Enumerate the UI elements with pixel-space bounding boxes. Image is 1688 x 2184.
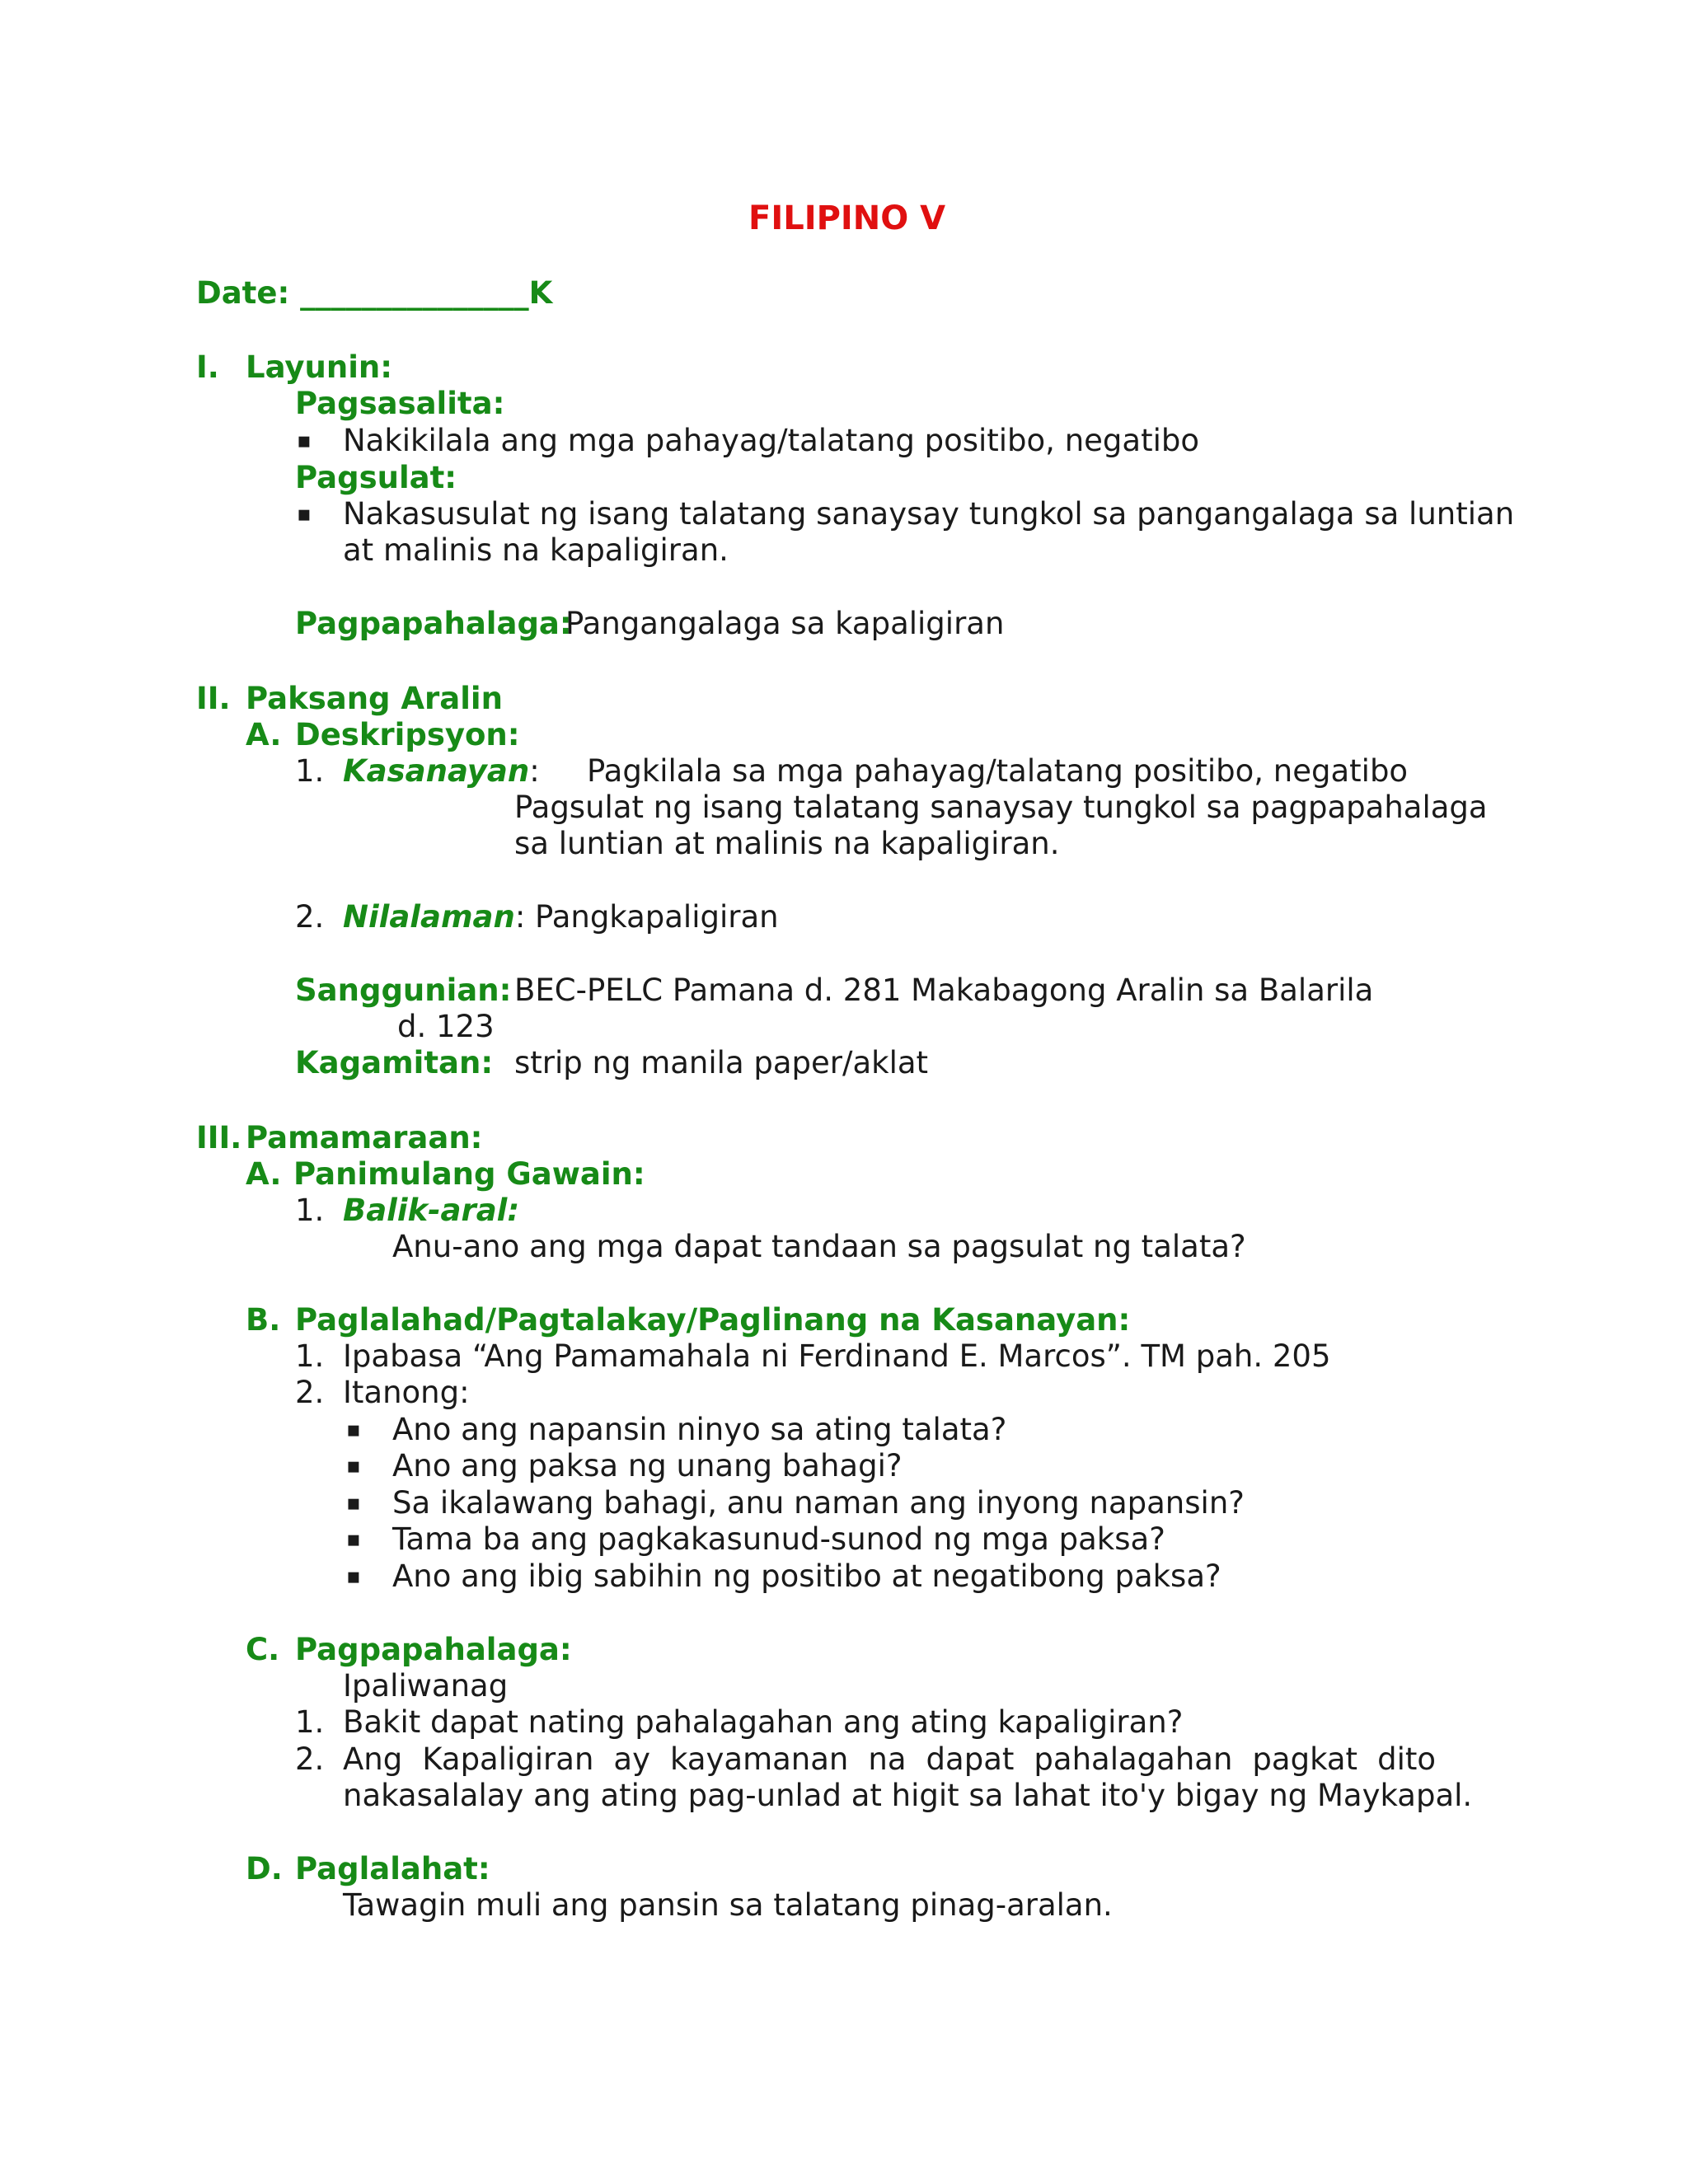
- sanggunian-continuation: d. 123: [397, 1009, 495, 1044]
- paglalahat-heading: Paglalahat:: [295, 1851, 490, 1886]
- section-1-heading: Layunin:: [246, 349, 393, 385]
- bullet-icon: ▪: [297, 502, 312, 527]
- nilalaman-line: [343, 899, 779, 935]
- pagpapahalaga-value: Pangangalaga sa kapaligiran: [565, 606, 1005, 641]
- sanggunian-label: Sanggunian:: [295, 972, 512, 1008]
- nilalaman-value: Pangkapaligiran: [535, 899, 779, 935]
- paglalahat-text: Tawagin muli ang pansin sa talatang pinag-aralan.: [343, 1887, 1113, 1923]
- item-number: 2.: [295, 1375, 325, 1410]
- pagsulat-item-line-2: at malinis na kapaligiran.: [343, 532, 729, 568]
- question-item: Ano ang paksa ng unang bahagi?: [392, 1448, 903, 1483]
- section-3-number: III.: [196, 1120, 242, 1155]
- item-number: 1.: [295, 1704, 325, 1740]
- bullet-icon: ▪: [346, 1454, 361, 1479]
- ipaliwanag-text: Ipaliwanag: [343, 1668, 509, 1704]
- nilalaman-colon: :: [514, 899, 526, 935]
- item-number: 1.: [295, 753, 325, 789]
- question-item: Ano ang ibig sabihin ng positibo at negatibong paksa?: [392, 1558, 1221, 1594]
- pagsasalita-item: Nakikilala ang mga pahayag/talatang positibo, negatibo: [343, 423, 1199, 458]
- kasanayan-colon: :: [529, 753, 540, 789]
- item-number: 1.: [295, 1193, 325, 1228]
- bullet-icon: ▪: [346, 1527, 361, 1552]
- itanong-item: Itanong:: [343, 1375, 470, 1410]
- kapaligiran-line-2: nakasalalay ang ating pag-unlad at higit sa lahat ito'y bigay ng Maykapal.: [343, 1778, 1473, 1813]
- section-1-number: I.: [196, 349, 219, 385]
- subsection-a-label: A.: [246, 1156, 282, 1192]
- section-2-heading: Paksang Aralin: [246, 681, 503, 716]
- bullet-icon: ▪: [297, 429, 312, 453]
- question-item: Sa ikalawang bahagi, anu naman ang inyong napansin?: [392, 1485, 1245, 1521]
- ipabasa-item: Ipabasa “Ang Pamamahala ni Ferdinand E. Marcos”. TM pah. 205: [343, 1338, 1331, 1374]
- pagpapahalaga-label: Pagpapahalaga:: [295, 606, 572, 641]
- bullet-icon: ▪: [346, 1564, 361, 1589]
- item-number: 2.: [295, 1741, 325, 1777]
- pagsulat-item-line-1: Nakasusulat ng isang talatang sanaysay tungkol sa pangangalaga sa luntian: [343, 496, 1515, 532]
- item-number: 2.: [295, 899, 325, 935]
- date-line: [196, 275, 552, 312]
- subsection-d-label: D.: [246, 1851, 283, 1886]
- bakit-question: Bakit dapat nating pahalagahan ang ating kapaligiran?: [343, 1704, 1184, 1740]
- subsection-c-label: C.: [246, 1632, 280, 1667]
- question-item: Tama ba ang pagkakasunud-sunod ng mga paksa?: [392, 1521, 1165, 1557]
- bullet-icon: ▪: [346, 1491, 361, 1516]
- sanggunian-value: BEC-PELC Pamana d. 281 Makabagong Aralin sa Balarila: [514, 972, 1374, 1008]
- subsection-a-label: A.: [246, 717, 282, 752]
- bullet-icon: ▪: [346, 1418, 361, 1442]
- nilalaman-label: Nilalaman: [343, 899, 515, 935]
- section-2-number: II.: [196, 681, 231, 716]
- kasanayan-line-3: sa luntian at malinis na kapaligiran.: [514, 826, 1060, 861]
- item-number: 1.: [295, 1338, 325, 1374]
- kasanayan-line-2: Pagsulat ng isang talatang sanaysay tungkol sa pagpapahalaga: [514, 790, 1488, 825]
- panimulang-gawain-heading: Panimulang Gawain:: [293, 1156, 645, 1192]
- kasanayan-label-line: [343, 753, 540, 790]
- kagamitan-value: strip ng manila paper/aklat: [514, 1045, 929, 1080]
- date-label: Date:: [196, 275, 290, 311]
- kasanayan-line-1: Pagkilala sa mga pahayag/talatang positibo, negatibo: [587, 753, 1409, 789]
- pagsasalita-label: Pagsasalita:: [295, 386, 505, 421]
- pagsulat-label: Pagsulat:: [295, 460, 457, 495]
- page-title: FILIPINO V: [748, 199, 946, 237]
- section-3-heading: Pamamaraan:: [246, 1120, 483, 1155]
- deskripsyon-heading: Deskripsyon:: [295, 717, 520, 752]
- date-blank: _______________K: [289, 275, 553, 311]
- balik-aral-label: Balik-aral:: [343, 1193, 520, 1228]
- paglalahad-heading: Paglalahad/Pagtalakay/Paglinang na Kasanayan:: [295, 1302, 1131, 1338]
- kapaligiran-line-1: Ang Kapaligiran ay kayamanan na dapat pahalagahan pagkat dito: [343, 1741, 1436, 1777]
- pagpapahalaga-heading: Pagpapahalaga:: [295, 1632, 572, 1667]
- subsection-b-label: B.: [246, 1302, 281, 1338]
- kasanayan-label: Kasanayan: [343, 753, 530, 789]
- kagamitan-label: Kagamitan:: [295, 1045, 494, 1080]
- question-item: Ano ang napansin ninyo sa ating talata?: [392, 1412, 1007, 1447]
- balik-aral-question: Anu-ano ang mga dapat tandaan sa pagsulat ng talata?: [392, 1229, 1246, 1264]
